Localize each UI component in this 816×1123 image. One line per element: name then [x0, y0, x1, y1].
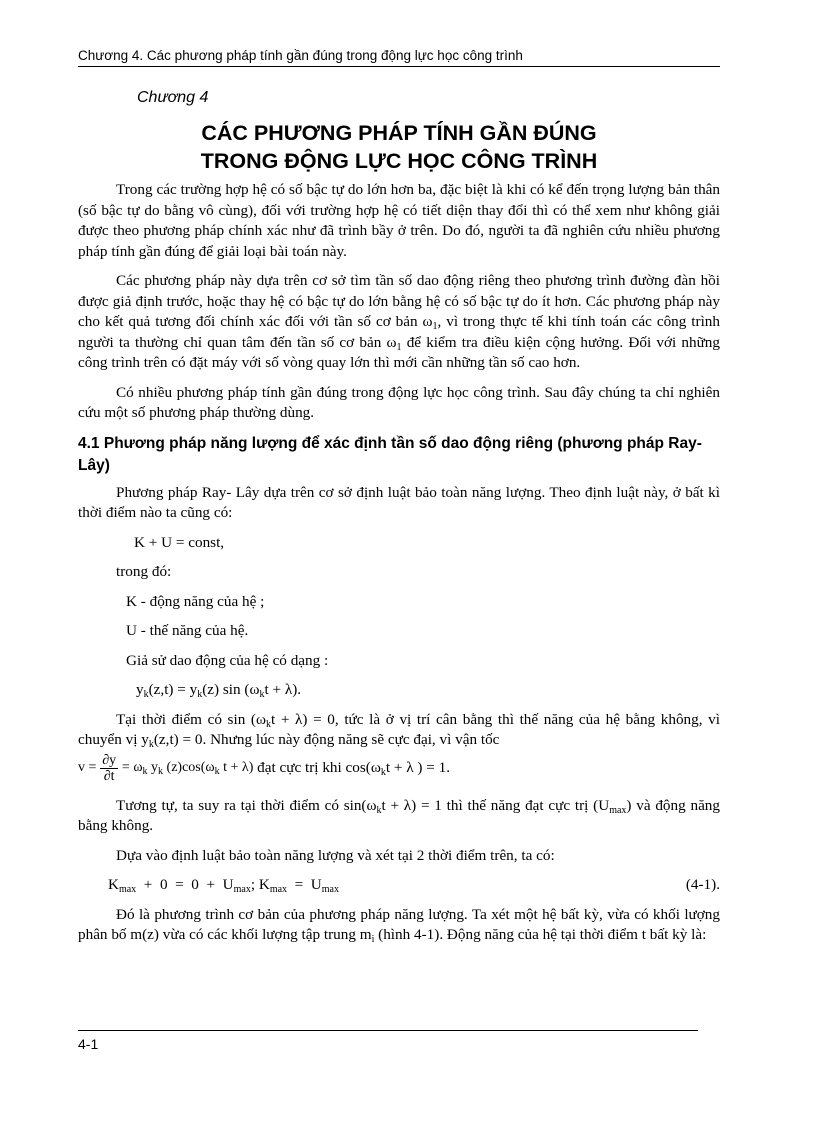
- definition-k: K - động năng của hệ ;: [126, 592, 265, 610]
- definition-u: U - thế năng của hệ.: [126, 622, 249, 639]
- paragraph-kinetic-energy: Đó là phương trình cơ bản của phương pháp năng lượng. Ta xét một hệ bất kỳ, vừa có khối lượng phân bố m(z) vừa có các khối lượng tập trung $m_i$ (hình 4-1). Động năng của hệ tại thời điểm t bất kỳ là:: [78, 905, 720, 945]
- equation-number: (4-1).: [685, 876, 720, 893]
- footer-rule: [78, 1030, 698, 1031]
- paragraph-rayleigh: Phương pháp Ray- Lây dựa trên cơ sở định luật bảo toàn năng lượng. Theo định luật này, ở bất kì thời điểm nào ta cũng có:: [78, 483, 720, 521]
- running-header: Chương 4. Các phương pháp tính gần đúng trong động lực học công trình: [78, 48, 720, 67]
- paragraph-methods: Các phương pháp này dựa trên cơ sở tìm tần số dao động riêng theo phương trình đường đàn hồi được giả định trước, hoặc thay hệ có bậc tự do lớn bằng hệ có số bậc tự do ít hơn. Các phương pháp này cho kết quả tương đối chính xác đối với tần số cơ bản $\omega_1$, vì trong thực tế khi tính toán các công trình người ta thường chỉ quan tâm đến tần số cơ bản $\omega_1$ để kiểm tra điều kiện cộng hưởng. Đối với những công trình trên có đặt máy với số vòng quay lớn thì mới cần những tần số cao hơn.: [78, 272, 720, 371]
- chapter-title-line1: CÁC PHƯƠNG PHÁP TÍNH GẦN ĐÚNG: [201, 121, 597, 145]
- chapter-title-line2: TRONG ĐỘNG LỰC HỌC CÔNG TRÌNH: [200, 149, 598, 173]
- where-label: trong đó:: [116, 563, 172, 580]
- page-number: 4-1: [78, 1036, 99, 1052]
- paragraph-equilibrium: Tại thời điểm có $\sin (\omega_kt + \lambda) = 0$, tức là ở vị trí cân bằng thì thế năng của hệ bằng không, vì chuyển vị $y_k(z,t) = 0$. Nhưng lúc này động năng sẽ cực đại, vì vận tốc: [78, 710, 720, 750]
- paragraph-common-methods: Có nhiều phương pháp tính gần đúng trong động lực học công trình. Sau đây chúng ta chỉ nghiên cứu một số phương pháp thường dùng.: [78, 383, 720, 421]
- assumption-line: Giả sử dao động của hệ có dạng :: [126, 651, 329, 669]
- equation-vibration-form: $y_k(z,t) = y_k(z)$ $\sin (\omega_kt + \lambda)$.: [136, 681, 302, 700]
- body-text: [78, 180, 720, 955]
- equation-4-1: $K_{max} + 0 = 0 + U_{max}$; $K_{max} = U_{max}$ (4-1).: [108, 876, 720, 895]
- equation-energy-conservation: K + U = const,: [134, 533, 225, 551]
- paragraph-max-potential: Tương tự, ta suy ra tại thời điểm có $\sin(\omega_kt + \lambda) = 1$ thì thế năng đạt cực trị $(U_{max})$ và động năng bằng không.: [78, 796, 720, 834]
- partial-derivative-fraction: $\frac{\partial y}{\partial t}$: [102, 752, 117, 784]
- equation-velocity: v = $\frac{\partial y}{\partial t}$ = $\omega_k$ $y_k$ $(z)\cos(\omega_k$ t + λ) đạt cực trị khi $\cos(\omega_kt + \lambda$ ) = 1.: [78, 752, 450, 784]
- paragraph-energy-law: Dựa vào định luật bảo toàn năng lượng và xét tại 2 thời điểm trên, ta có:: [116, 846, 555, 864]
- section-heading-4-1: 4.1 Phương pháp năng lượng để xác định tần số dao động riêng (phương pháp Ray-Lây): [78, 434, 702, 474]
- chapter-label: Chương 4: [137, 89, 209, 106]
- paragraph-intro: Trong các trường hợp hệ có số bậc tự do lớn hơn ba, đặc biệt là khi có kể đến trọng lượng bản thân (số bậc tự do bằng vô cùng), đối với trường hợp hệ có tiết diện thay đổi thì có thể xem như không giải được theo phương pháp chính xác như đã trình bầy ở trên. Do đó, người ta đã nghiên cứu nhiều phương pháp tính gần đúng để giải loại bài toán này.: [78, 181, 720, 260]
